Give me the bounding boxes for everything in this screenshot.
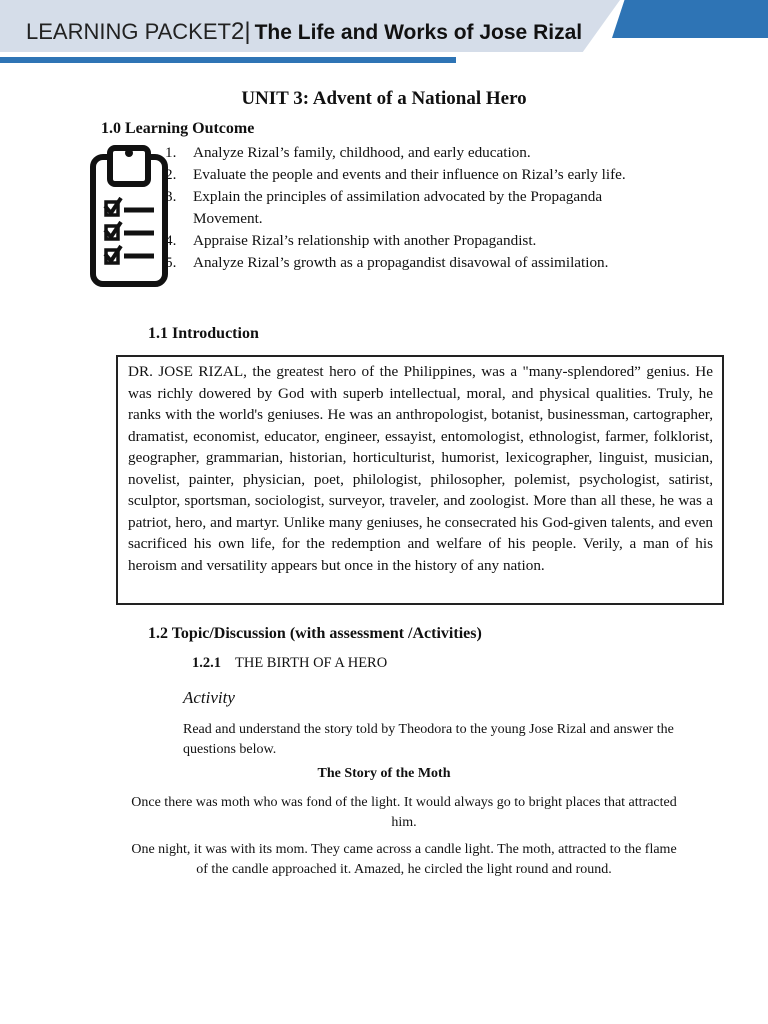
introduction-text: DR. JOSE RIZAL, the greatest hero of the Philippines, was a "many-splendored” genius. He was richly dowered by God with superb intellectual, moral, and physical qualities. Truly, he ranks with the world's geniuses. He was an anthropologist, botanist, businessman, cartographer, dramatist, economist, educator, engineer, essayist, entomologist, ethnologist, farmer, folklorist, geographer, grammarian, historian, horticulturist, humorist, lexicographer, linguist, musician, novelist, painter, physician, poet, philologist, philosopher, polemist, psychologist, satirist, sculptor, sportsman, sociologist, surveyor, traveler, and zoologist. More than all these, he was a patriot, hero, and martyr. Unlike many geniuses, he consecrated his God-given talents, and even sacrificed his own life, for the redemption and welfare of his people. Verily, a man of his heroism and versatility appears but once in the history of any nation. [128,363,713,574]
subsection-title: THE BIRTH OF A HERO [235,655,388,671]
story-title: The Story of the Moth [317,766,451,781]
header-separator: | [244,18,251,45]
story-paragraph: One night, it was with its mom. They came across a candle light. The moth, attracted to the flame of the candle approached it. Amazed, he circled the light round and round. [131,842,677,877]
activity-instruction: Read and understand the story told by Theodora to the young Jose Rizal and answer the questions below. [183,722,674,757]
story-paragraph: Once there was moth who was fond of the light. It would always go to bright places that attracted him. [131,795,677,830]
packet-label: LEARNING PACKET [26,19,231,44]
clipboard-checklist-icon [88,142,170,290]
packet-number: 2 [230,18,245,45]
list-item: 1. Analyze Rizal’s family, childhood, and early education. [165,144,531,161]
header-title-group [26,18,582,46]
subsection-number: 1.2.1 [192,655,221,671]
topic-heading: 1.2 Topic/Discussion (with assessment /Activities) [148,625,482,642]
unit-title: UNIT 3: Advent of a National Hero [241,88,527,109]
subsection-heading [192,655,387,672]
learning-outcome-heading: 1.0 Learning Outcome [101,120,255,137]
list-item: 5. Analyze Rizal’s growth as a propagandist disavowal of assimilation. [165,254,609,271]
course-title: The Life and Works of Jose Rizal [254,21,583,44]
introduction-box [116,355,724,605]
introduction-heading: 1.1 Introduction [148,325,259,342]
activity-label: Activity [183,688,235,707]
list-item: 3. Explain the principles of assimilation advocated by the Propaganda Movement. [165,188,603,227]
list-item: 4. Appraise Rizal’s relationship with another Propagandist. [165,232,537,249]
learning-outcome-list [165,142,675,274]
header-underline [0,57,456,63]
header-accent-block [612,0,768,38]
list-item: 2. Evaluate the people and events and their influence on Rizal’s early life. [165,166,626,183]
